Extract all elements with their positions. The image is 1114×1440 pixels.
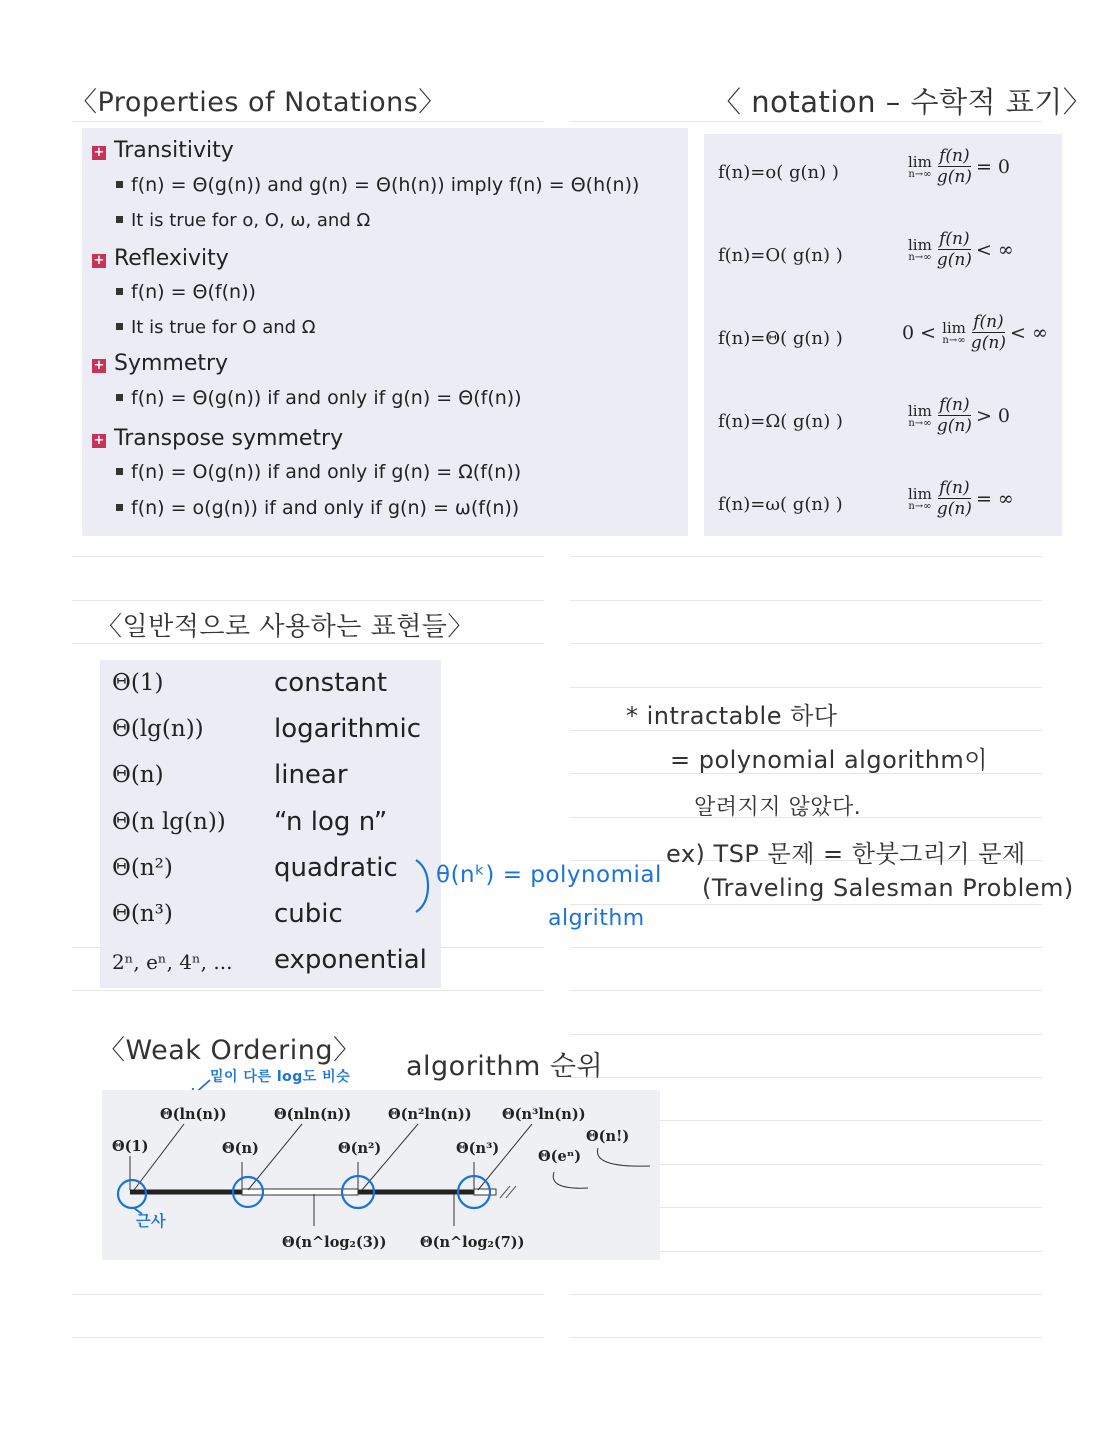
- property-heading: + Symmetry: [93, 351, 229, 376]
- intractable-note-4: ex) TSP 문제 = 한붓그리기 문제: [666, 840, 1026, 868]
- notation-limit: lim n→∞ $\frac{f(n)}{g(n)}$ = 0: [908, 146, 1010, 187]
- property-item: f(n) = Θ(g(n)) if and only if g(n) = Θ(f(n)): [116, 387, 522, 409]
- notation-left: f(n)=o( g(n) ): [718, 162, 839, 183]
- property-heading: + Transitivity: [93, 138, 234, 163]
- expression-row: Θ(n) linear: [112, 760, 348, 790]
- order-label: Θ(n³): [456, 1140, 500, 1157]
- order-label: Θ(n^log₂(7)): [420, 1234, 525, 1251]
- order-label: Θ(n³ln(n)): [502, 1106, 586, 1123]
- intractable-note-5: (Traveling Salesman Problem): [702, 874, 1074, 902]
- order-label: Θ(n): [222, 1140, 259, 1157]
- order-label: Θ(n!): [586, 1128, 630, 1145]
- bullet-icon: [116, 288, 123, 295]
- notation-limit: lim n→∞ $\frac{f(n)}{g(n)}$ = ∞: [908, 478, 1014, 519]
- notation-left: f(n)=ω( g(n) ): [718, 494, 843, 515]
- notation-left: f(n)=Ω( g(n) ): [718, 411, 843, 432]
- polynomial-note: θ(nᵏ) = polynomial: [436, 862, 662, 888]
- bullet-icon: [116, 323, 123, 330]
- bullet-icon: [116, 468, 123, 475]
- property-item: f(n) = O(g(n)) if and only if g(n) = Ω(f(n)): [116, 461, 521, 483]
- brace-mark: [412, 858, 434, 914]
- plus-box-icon: +: [93, 253, 105, 268]
- notation-row: [704, 217, 1062, 297]
- notation-limit: lim n→∞ $\frac{f(n)}{g(n)}$ > 0: [908, 395, 1010, 436]
- property-item: It is true for O and Ω: [116, 317, 316, 338]
- plus-box-icon: +: [93, 145, 105, 160]
- expression-row: Θ(lg(n)) logarithmic: [112, 714, 421, 744]
- expression-row: Θ(n³) cubic: [112, 899, 343, 929]
- notation-left: f(n)=Θ( g(n) ): [718, 328, 843, 349]
- plus-box-icon: +: [93, 358, 105, 373]
- expressions-card: [100, 660, 441, 988]
- log-base-note: 밑이 다른 log도 비슷: [210, 1069, 351, 1085]
- property-heading: + Transpose symmetry: [93, 426, 344, 451]
- approx-note: 근사: [136, 1212, 166, 1230]
- expression-row: Θ(n²) quadratic: [112, 853, 398, 883]
- ordering-diagram: [102, 1090, 660, 1260]
- notation-row: [704, 383, 1062, 463]
- order-label: Θ(ln(n)): [160, 1106, 227, 1123]
- notation-card: [704, 134, 1062, 536]
- intractable-note-1: * intractable 하다: [626, 702, 838, 730]
- heading-weak-ordering: 〈Weak Ordering〉: [98, 1035, 361, 1066]
- properties-card: [82, 128, 688, 536]
- order-label: Θ(n²): [338, 1140, 382, 1157]
- property-item: f(n) = Θ(f(n)): [116, 281, 256, 303]
- order-label: Θ(nln(n)): [274, 1106, 352, 1123]
- bullet-icon: [116, 394, 123, 401]
- bullet-icon: [116, 181, 123, 188]
- order-label: Θ(1): [112, 1138, 149, 1155]
- notation-row: [704, 134, 1062, 214]
- expression-row: Θ(1) constant: [112, 668, 388, 698]
- notation-limit: lim n→∞ $\frac{f(n)}{g(n)}$ < ∞: [908, 229, 1014, 270]
- property-item: f(n) = o(g(n)) if and only if g(n) = ω(f(n)): [116, 497, 519, 519]
- intractable-note-3: 알려지지 않았다.: [694, 795, 862, 820]
- notation-left: f(n)=O( g(n) ): [718, 245, 843, 266]
- order-label: Θ(eⁿ): [538, 1148, 582, 1165]
- heading-algorithm-rank: algorithm 순위: [406, 1051, 604, 1082]
- notation-row: [704, 466, 1062, 546]
- order-label: Θ(n²ln(n)): [388, 1106, 472, 1123]
- bullet-icon: [116, 504, 123, 511]
- plus-box-icon: +: [93, 433, 105, 448]
- property-heading: + Reflexivity: [93, 246, 229, 271]
- property-item: It is true for o, O, ω, and Ω: [116, 210, 370, 231]
- expression-row: 2ⁿ, eⁿ, 4ⁿ, ... exponential: [112, 945, 427, 975]
- heading-common-expressions: 〈일반적으로 사용하는 표현들〉: [96, 612, 474, 642]
- notation-limit: 0 < lim n→∞ $\frac{f(n)}{g(n)}$ < ∞: [902, 312, 1048, 353]
- order-label: Θ(n^log₂(3)): [282, 1234, 387, 1251]
- heading-notation: 〈 notation – 수학적 표기〉: [712, 85, 1093, 119]
- bullet-icon: [116, 216, 123, 223]
- intractable-note-2: = polynomial algorithm이: [670, 746, 988, 774]
- notation-row: [704, 300, 1062, 380]
- expression-row: Θ(n lg(n)) “n log n”: [112, 807, 388, 837]
- polynomial-note-2: algrithm: [548, 906, 645, 931]
- heading-properties: 〈Properties of Notations〉: [70, 87, 446, 118]
- property-item: f(n) = Θ(g(n)) and g(n) = Θ(h(n)) imply f(n) = Θ(h(n)): [116, 174, 639, 196]
